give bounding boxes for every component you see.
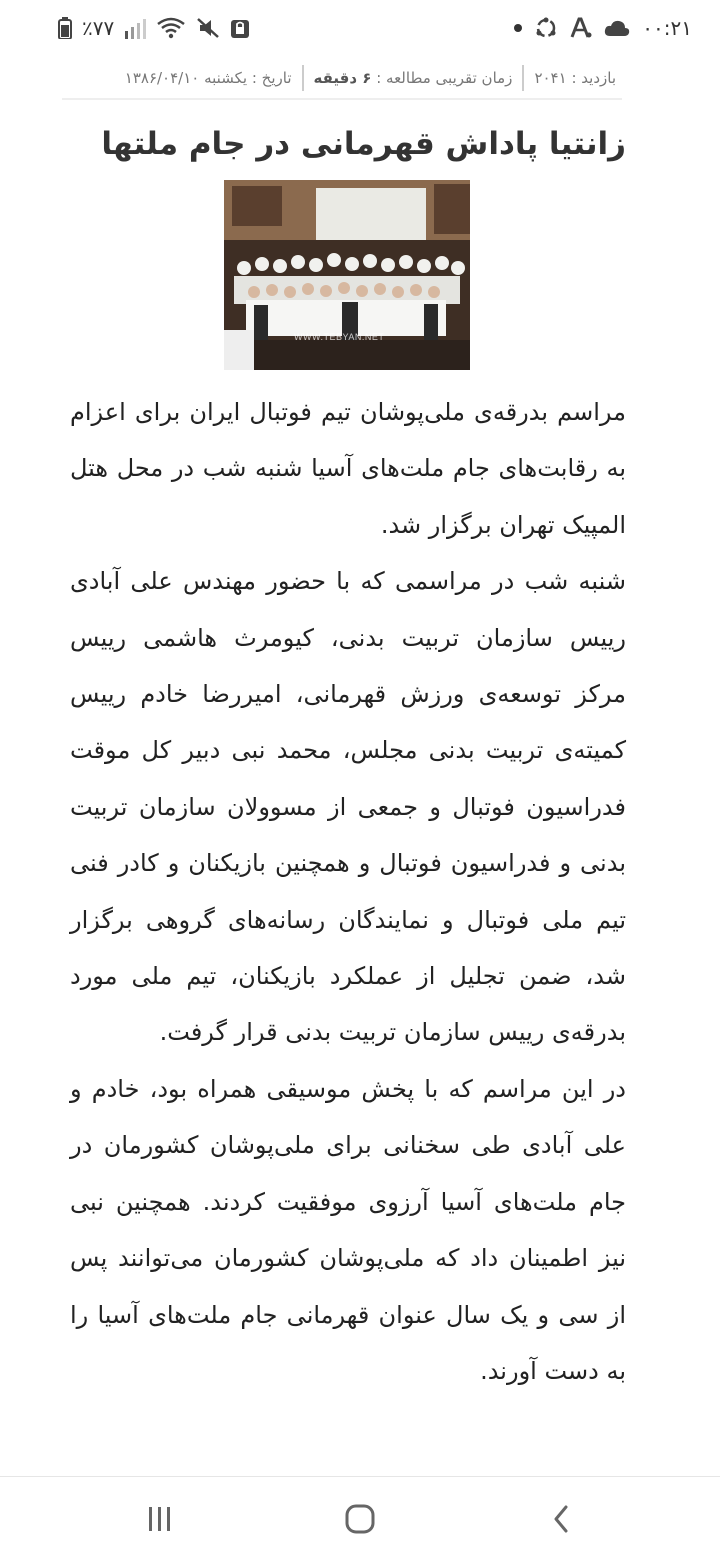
sync-icon xyxy=(534,16,558,40)
photo-watermark: WWW.TEBYAN.NET xyxy=(294,332,385,342)
font-a-icon xyxy=(570,16,592,40)
article-paragraph: مراسم بدرقه‌ی ملی‌پوشان تیم فوتبال ایران برای اعزام به رقابت‌های جام ملت‌های آسیا شنبه شب در محل هتل المپیک تهران برگزار شد. xyxy=(70,398,626,539)
wifi-icon xyxy=(156,16,186,40)
recents-button[interactable] xyxy=(130,1497,190,1541)
article-paragraph: شنبه شب در مراسمی که با حضور مهندس علی آبادی رییس سازمان تربیت بدنی، کیومرث هاشمی رییس مرکز توسعه‌ی ورزش قهرمانی، امیررضا خادم رییس کمیته‌ی تربیت بدنی مجلس، محمد نبی دبیر کل موقت فدراسیون فوتبال و جمعی از مسوولان سازمان تربیت بدنی و فدراسیون فوتبال و همچنین بازیکنان و کادر فنی تیم ملی فوتبال و نمایندگان رسانه‌های گروهی برگزار شد، ضمن تجلیل از عملکرد بازیکنان، تیم ملی مورد بدرقه‌ی رییس سازمان تربیت بدنی قرار گرفت. xyxy=(70,567,626,1047)
home-icon xyxy=(344,1503,376,1535)
article-body xyxy=(70,384,626,1399)
signal-icon xyxy=(124,16,146,40)
reading-time-value: ۶ دقیقه xyxy=(313,69,372,87)
article-photo xyxy=(224,180,470,370)
reading-time-label: زمان تقریبی مطالعه : xyxy=(376,69,513,87)
article-meta-row xyxy=(62,58,622,100)
date-meta xyxy=(119,69,298,87)
lock-badge-icon xyxy=(230,16,250,40)
article-paragraph: در این مراسم که با پخش موسیقی همراه بود، خادم و علی آبادی طی سخنانی برای ملی‌پوشان کشورمان در جام ملت‌های آسیا آرزوی موفقیت کردند. همچنین نبی نیز اطمینان داد که ملی‌پوشان کشورمان می‌توانند پس از سی و یک سال عنوان قهرمانی جام ملت‌های آسیا را به دست آورند. xyxy=(70,1074,626,1385)
reading-time-meta xyxy=(308,69,519,87)
meta-divider xyxy=(522,65,524,91)
mute-icon xyxy=(196,16,220,40)
status-right-group xyxy=(514,14,692,42)
battery-percent: ٪۷۷ xyxy=(82,16,115,40)
recents-icon xyxy=(145,1504,175,1534)
cloud-icon xyxy=(604,16,630,40)
home-button[interactable] xyxy=(330,1497,390,1541)
system-navigation-bar xyxy=(0,1476,720,1561)
status-bar xyxy=(0,0,720,56)
notification-dot-icon xyxy=(514,24,522,32)
meta-divider xyxy=(302,65,304,91)
visits-value: ۲۰۴۱ xyxy=(534,69,567,87)
status-left-group xyxy=(58,14,250,42)
clock: ۰۰:۲۱ xyxy=(642,16,692,40)
article-title: زانتیا پاداش قهرمانی در جام ملتها xyxy=(101,126,626,162)
visits-label: بازدید : xyxy=(571,69,616,87)
battery-icon xyxy=(58,16,72,40)
back-button[interactable] xyxy=(532,1497,592,1541)
back-icon xyxy=(550,1503,574,1535)
date-label: تاریخ : xyxy=(251,69,292,87)
date-value: یکشنبه ۱۳۸۶/۰۴/۱۰ xyxy=(124,69,248,87)
visits-meta xyxy=(528,69,622,87)
